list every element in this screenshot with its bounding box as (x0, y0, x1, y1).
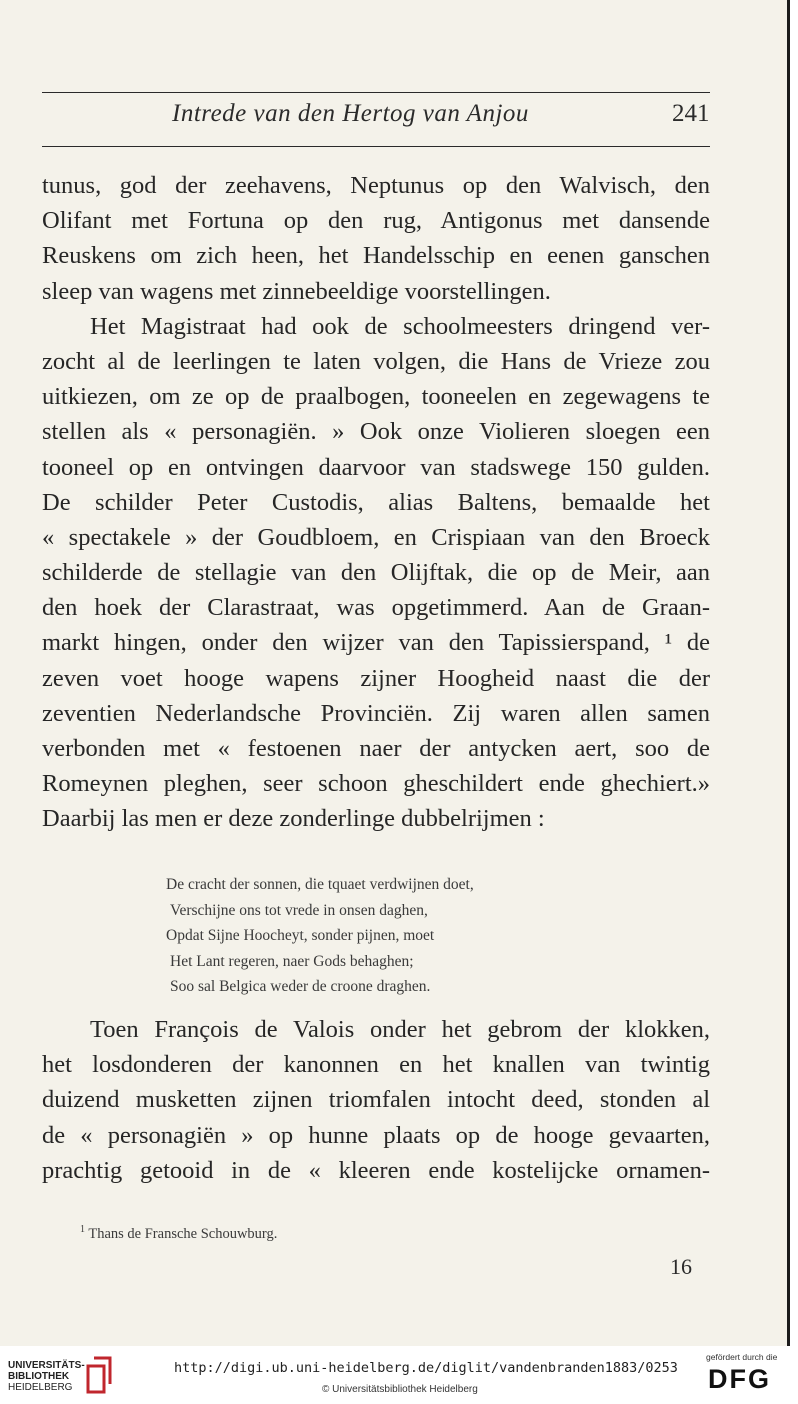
library-logo-icon (84, 1352, 114, 1398)
library-logo-text (8, 1360, 85, 1393)
text-line: zeventien Nederlandsche Provinciën. Zij waren allen samen (42, 699, 710, 727)
text-line: Olifant met Fortuna op den rug, Antigonus met dansende (42, 207, 710, 235)
text-line: uitkiezen, om ze op de praalbogen, tooneelen en zegewagens te (42, 383, 710, 411)
text-line: Reuskens om zich heen, het Handelsschip en eenen ganschen (42, 242, 710, 270)
text-line: verbonden met « festoenen naer der antycken aert, soo de (42, 735, 710, 762)
text-line: zeven voet hooge wapens zijner Hoogheid naast die der (42, 664, 710, 692)
verse-line: Soo sal Belgica weder de croone draghen. (170, 978, 431, 996)
running-title: Intrede van den Hertog van Anjou (172, 100, 529, 127)
text-line: het losdonderen der kanonnen en het knallen van twintig (42, 1051, 710, 1079)
copyright-text: © Universitätsbibliothek Heidelberg (322, 1384, 478, 1395)
text-line: markt hingen, onder den wijzer van den Tapissierspand, ¹ de (42, 629, 710, 657)
text-line: tunus, god der zeehavens, Neptunus op den Walvisch, den (42, 172, 710, 199)
text-line: tooneel op en ontvingen daarvoor van stadswege 150 gulden. (42, 453, 710, 481)
header-rule-top (42, 92, 710, 93)
digitization-footer (0, 1346, 798, 1404)
text-line: sleep van wagens met zinnebeeldige voorstellingen. (42, 277, 551, 305)
page-number: 241 (672, 100, 710, 127)
body-text-lower (42, 1012, 710, 1188)
text-line: stellen als « personagiën. » Ook onze Violieren sloegen een (42, 418, 710, 446)
text-line: Daarbij las men er deze zonderlinge dubbelrijmen : (42, 805, 545, 833)
body-text-upper (42, 168, 710, 837)
text-line: Het Magistraat had ook de schoolmeesters dringend ver- (90, 312, 710, 340)
text-line: Toen François de Valois onder het gebrom der klokken, (90, 1016, 710, 1043)
text-line: schilderde de stellagie van den Olijftak, die op de Meir, aan (42, 559, 710, 587)
footnote-text: Thans de Fransche Schouwburg. (88, 1225, 278, 1242)
verse-line: Opdat Sijne Hoocheyt, sonder pijnen, moet (166, 927, 435, 945)
text-line: de « personagiën » op hunne plaats op de hooge gevaarten, (42, 1121, 710, 1149)
text-line: zocht al de leerlingen te laten volgen, die Hans de Vrieze zou (42, 347, 710, 375)
signature-mark: 16 (670, 1254, 692, 1279)
verse-line: Verschijne ons tot vrede in onsen daghen, (170, 901, 428, 919)
text-line: « spectakele » der Goudbloem, en Crispiaan van den Broeck (42, 523, 710, 551)
text-line: prachtig getooid in de « kleeren ende kostelijcke ornamen- (42, 1156, 710, 1184)
funding-note: gefördert durch die (706, 1352, 778, 1362)
dfg-logo: DFG (708, 1364, 771, 1394)
text-line: duizend musketten zijnen triomfalen intocht deed, stonden al (42, 1086, 710, 1114)
verse-block (166, 872, 474, 1000)
verse-line: De cracht der sonnen, die tquaet verdwijnen doet, (166, 876, 474, 893)
footnote (80, 1224, 277, 1243)
library-name-line: HEIDELBERG (8, 1382, 73, 1393)
footnote-marker: 1 (80, 1224, 85, 1235)
text-line: Romeynen pleghen, seer schoon gheschildert ende ghechiert.» (42, 770, 710, 798)
header-rule-bottom (42, 146, 710, 147)
library-name-line: BIBLIOTHEK (8, 1371, 70, 1382)
text-line: De schilder Peter Custodis, alias Baltens, bemaalde het (42, 488, 710, 516)
library-name-line: UNIVERSITÄTS- (8, 1360, 85, 1371)
text-line: den hoek der Clarastraat, was opgetimmerd. Aan de Graan- (42, 594, 710, 622)
verse-line: Het Lant regeren, naer Gods behaghen; (170, 952, 414, 970)
permalink-url[interactable]: http://digi.ub.uni-heidelberg.de/diglit/vandenbranden1883/0253 (174, 1360, 678, 1376)
